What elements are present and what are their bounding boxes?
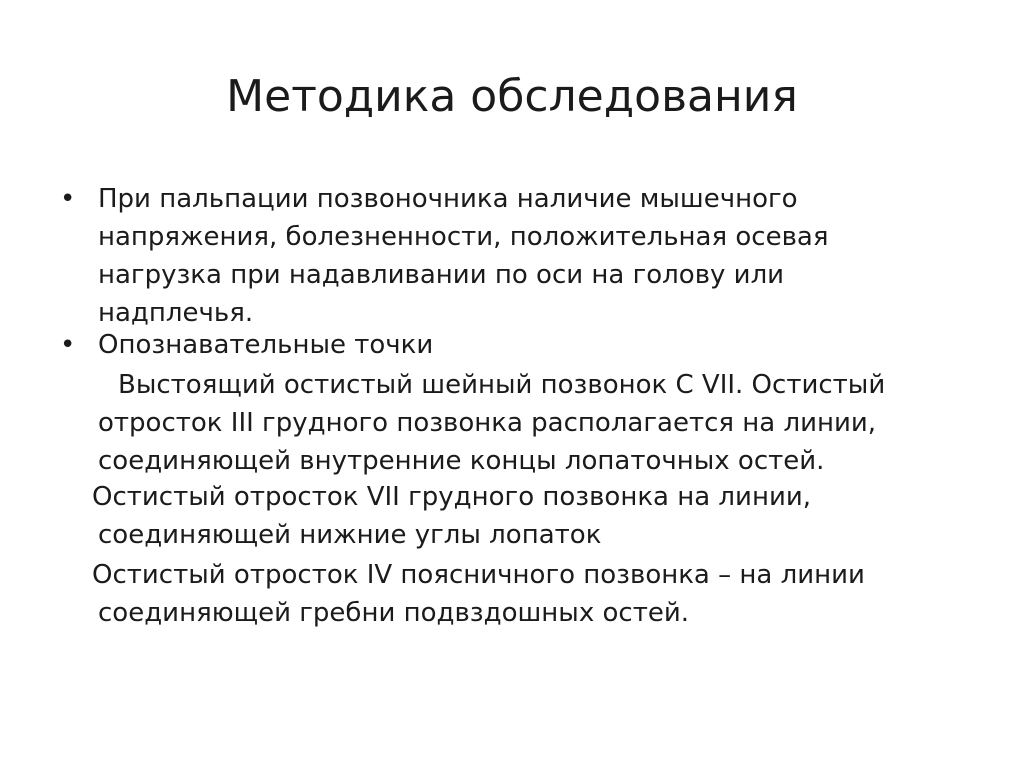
text-line: надплечья. [98, 298, 254, 328]
paragraph-t7 [92, 478, 978, 554]
text-line: Выстоящий остистый шейный позвонок С VII. Остистый [118, 370, 886, 400]
paragraph-c7 [98, 366, 978, 480]
text-line: При пальпации позвоночника наличие мышечного [98, 184, 798, 214]
text-line: соединяющей гребни подвздошных остей. [98, 598, 689, 628]
text-line: соединяющей внутренние концы лопаточных остей. [98, 446, 825, 476]
text-line: нагрузка при надавливании по оси на голову или [98, 260, 785, 290]
bullet-marker: • [60, 184, 76, 214]
text-line: напряжения, болезненности, положительная осевая [98, 222, 829, 252]
text-line: Остистый отросток VII грудного позвонка на линии, [92, 482, 811, 512]
text-line: Опознавательные точки [98, 330, 434, 360]
text-line: отросток III грудного позвонка располагается на линии, [98, 408, 877, 438]
paragraph-l4 [92, 556, 978, 632]
text-line: Остистый отросток IV поясничного позвонка – на линии [92, 560, 865, 590]
bullet-item-palpation [98, 180, 978, 332]
bullet-item-landmarks [98, 326, 978, 364]
bullet-marker: • [60, 330, 76, 360]
slide-title: Методика обследования [226, 71, 798, 122]
text-line: соединяющей нижние углы лопаток [98, 520, 602, 550]
